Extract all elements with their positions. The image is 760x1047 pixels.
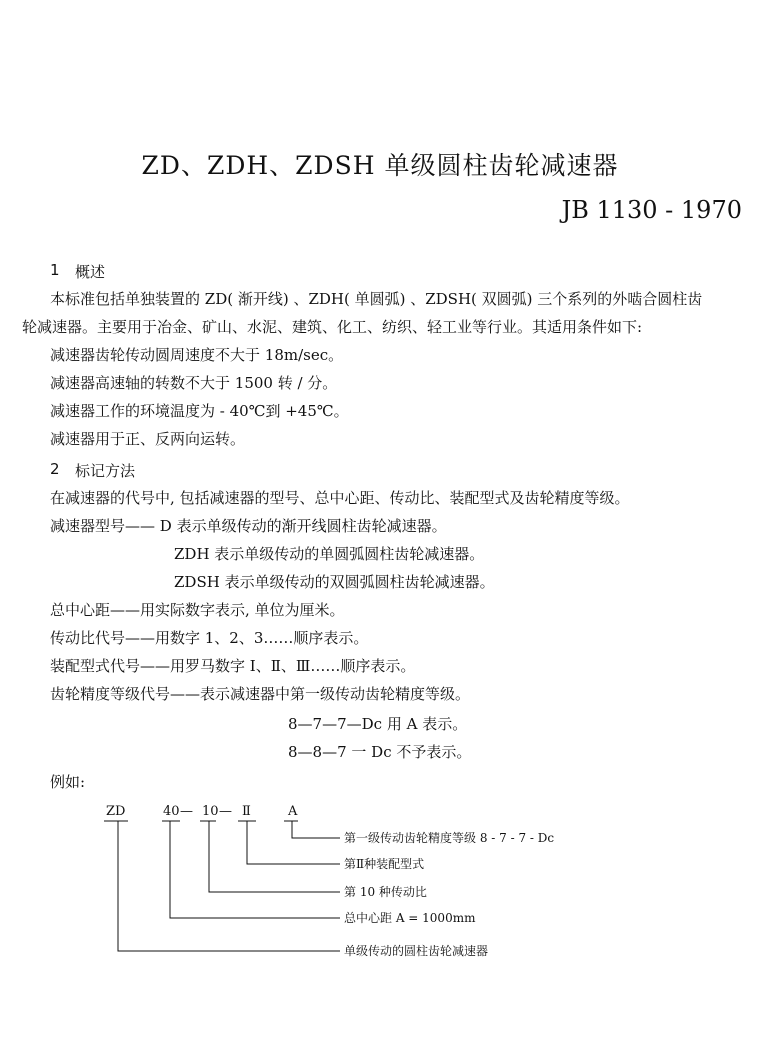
section1-heading-number: 1 bbox=[50, 261, 60, 279]
section1-heading: 概述 bbox=[75, 263, 106, 281]
example-label: 例如: bbox=[50, 773, 86, 791]
leader-center-distance bbox=[170, 821, 340, 918]
assembly-code-line: 装配型式代号——用罗马数字 Ⅰ、Ⅱ、Ⅲ……顺序表示。 bbox=[50, 657, 416, 675]
leader-zd bbox=[118, 821, 340, 951]
section1-para-line1: 本标准包括单独装置的 ZD( 渐开线) 、ZDH( 单圆弧) 、ZDSH( 双圆弧) 三个系列的外啮合圆柱齿 bbox=[50, 290, 703, 308]
code-zd: ZD bbox=[106, 804, 126, 819]
label-center-distance: 总中心距 A = 1000mm bbox=[344, 911, 476, 925]
section2-intro: 在减速器的代号中, 包括减速器的型号、总中心距、传动比、装配型式及齿轮精度等级。 bbox=[50, 489, 630, 507]
ratio-code-line: 传动比代号——用数字 1、2、3……顺序表示。 bbox=[50, 629, 369, 647]
section2-heading: 标记方法 bbox=[75, 462, 136, 480]
code-dash-1: — bbox=[180, 804, 193, 819]
label-reducer: 单级传动的圆柱齿轮减速器 bbox=[344, 944, 489, 958]
center-distance-line: 总中心距——用实际数字表示, 单位为厘米。 bbox=[50, 601, 345, 619]
model-line-zdsh: ZDSH 表示单级传动的双圆弧圆柱齿轮减速器。 bbox=[174, 573, 495, 591]
page-title: ZD、ZDH、ZDSH 单级圆柱齿轮减速器 bbox=[141, 151, 619, 180]
section2-heading-number: 2 bbox=[50, 460, 60, 478]
accuracy-a-line: 8—7—7—Dc 用 A 表示。 bbox=[288, 715, 468, 733]
accuracy-none-line: 8—8—7 一 Dc 不予表示。 bbox=[288, 743, 472, 761]
condition-direction: 减速器用于正、反两向运转。 bbox=[50, 430, 246, 448]
leader-accuracy bbox=[292, 821, 340, 838]
code-accuracy: A bbox=[288, 804, 298, 819]
condition-rpm: 减速器高速轴的转数不大于 1500 转 / 分。 bbox=[50, 374, 338, 392]
leader-ratio bbox=[209, 821, 340, 892]
label-ratio: 第 10 种传动比 bbox=[344, 885, 427, 899]
code-center-distance: 40 bbox=[163, 804, 180, 819]
model-line-zdh: ZDH 表示单级传动的单圆弧圆柱齿轮减速器。 bbox=[174, 545, 485, 563]
accuracy-code-line: 齿轮精度等级代号——表示减速器中第一级传动齿轮精度等级。 bbox=[50, 685, 471, 703]
standard-code: JB 1130 - 1970 bbox=[561, 196, 742, 224]
model-line-zd: 减速器型号—— D 表示单级传动的渐开线圆柱齿轮减速器。 bbox=[50, 517, 447, 535]
code-ratio: 10 bbox=[202, 804, 219, 819]
label-accuracy: 第一级传动齿轮精度等级 8 - 7 - 7 - Dc bbox=[344, 831, 555, 845]
label-assembly: 第Ⅱ种装配型式 bbox=[344, 857, 425, 871]
code-assembly: Ⅱ bbox=[242, 804, 251, 819]
code-dash-2: — bbox=[219, 804, 232, 819]
condition-speed: 减速器齿轮传动圆周速度不大于 18m/sec。 bbox=[50, 346, 344, 364]
section1-para-line2: 轮减速器。主要用于冶金、矿山、水泥、建筑、化工、纺织、轻工业等行业。其适用条件如下: bbox=[22, 318, 643, 336]
condition-temperature: 减速器工作的环境温度为 - 40℃到 +45℃。 bbox=[50, 402, 349, 420]
leader-assembly bbox=[247, 821, 340, 864]
